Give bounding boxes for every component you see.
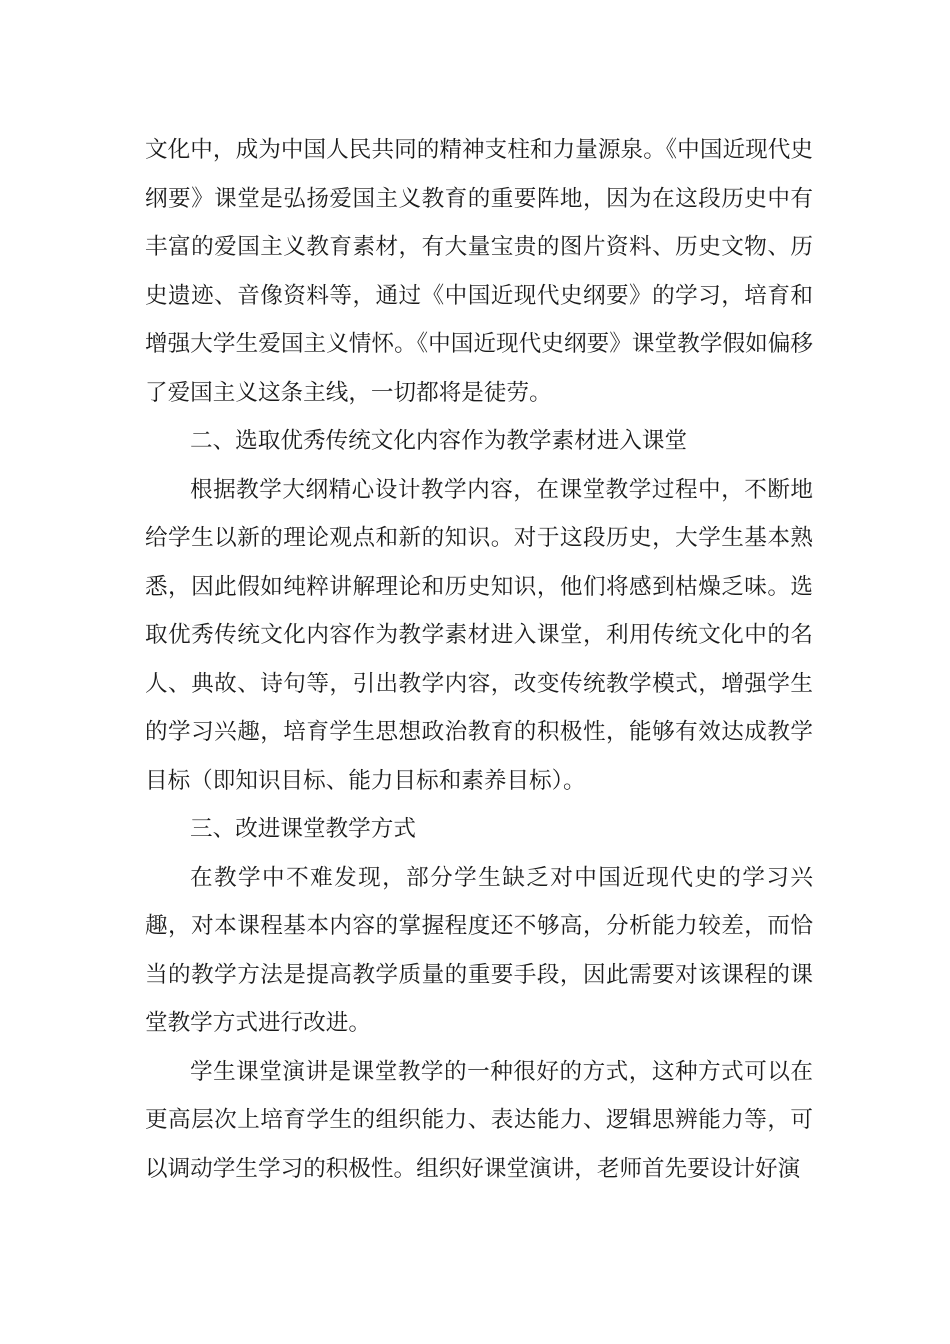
body-paragraph: 在教学中不难发现，部分学生缺乏对中国近现代史的学习兴趣，对本课程基本内容的掌握程度还不够高，分析能力较差，而恰当的教学方法是提高教学质量的重要手段，因此需要对该课程的课堂教学方式进行改进。	[145, 864, 813, 1036]
document-body	[145, 126, 813, 1193]
body-paragraph: 根据教学大纲精心设计教学内容，在课堂教学过程中，不断地给学生以新的理论观点和新的知识。对于这段历史，大学生基本熟悉，因此假如纯粹讲解理论和历史知识，他们将感到枯燥乏味。选取优秀传统文化内容作为教学素材进入课堂，利用传统文化中的名人、典故、诗句等，引出教学内容，改变传统教学模式，增强学生的学习兴趣，培育学生思想政治教育的积极性，能够有效达成教学目标（即知识目标、能力目标和素养目标）。	[145, 476, 813, 794]
section-heading: 三、改进课堂教学方式	[190, 816, 416, 842]
body-paragraph: 学生课堂演讲是课堂教学的一种很好的方式，这种方式可以在更高层次上培育学生的组织能力、表达能力、逻辑思辨能力等，可以调动学生学习的积极性。组织好课堂演讲，老师首先要设计好演	[145, 1058, 813, 1182]
section-heading: 二、选取优秀传统文化内容作为教学素材进入课堂	[190, 428, 688, 454]
body-paragraph: 文化中，成为中国人民共同的精神支柱和力量源泉。《中国近现代史纲要》课堂是弘扬爱国主义教育的重要阵地，因为在这段历史中有丰富的爱国主义教育素材，有大量宝贵的图片资料、历史文物、历史遗迹、音像资料等，通过《中国近现代史纲要》的学习，培育和增强大学生爱国主义情怀。《中国近现代史纲要》课堂教学假如偏移了爱国主义这条主线，一切都将是徒劳。	[145, 137, 813, 406]
